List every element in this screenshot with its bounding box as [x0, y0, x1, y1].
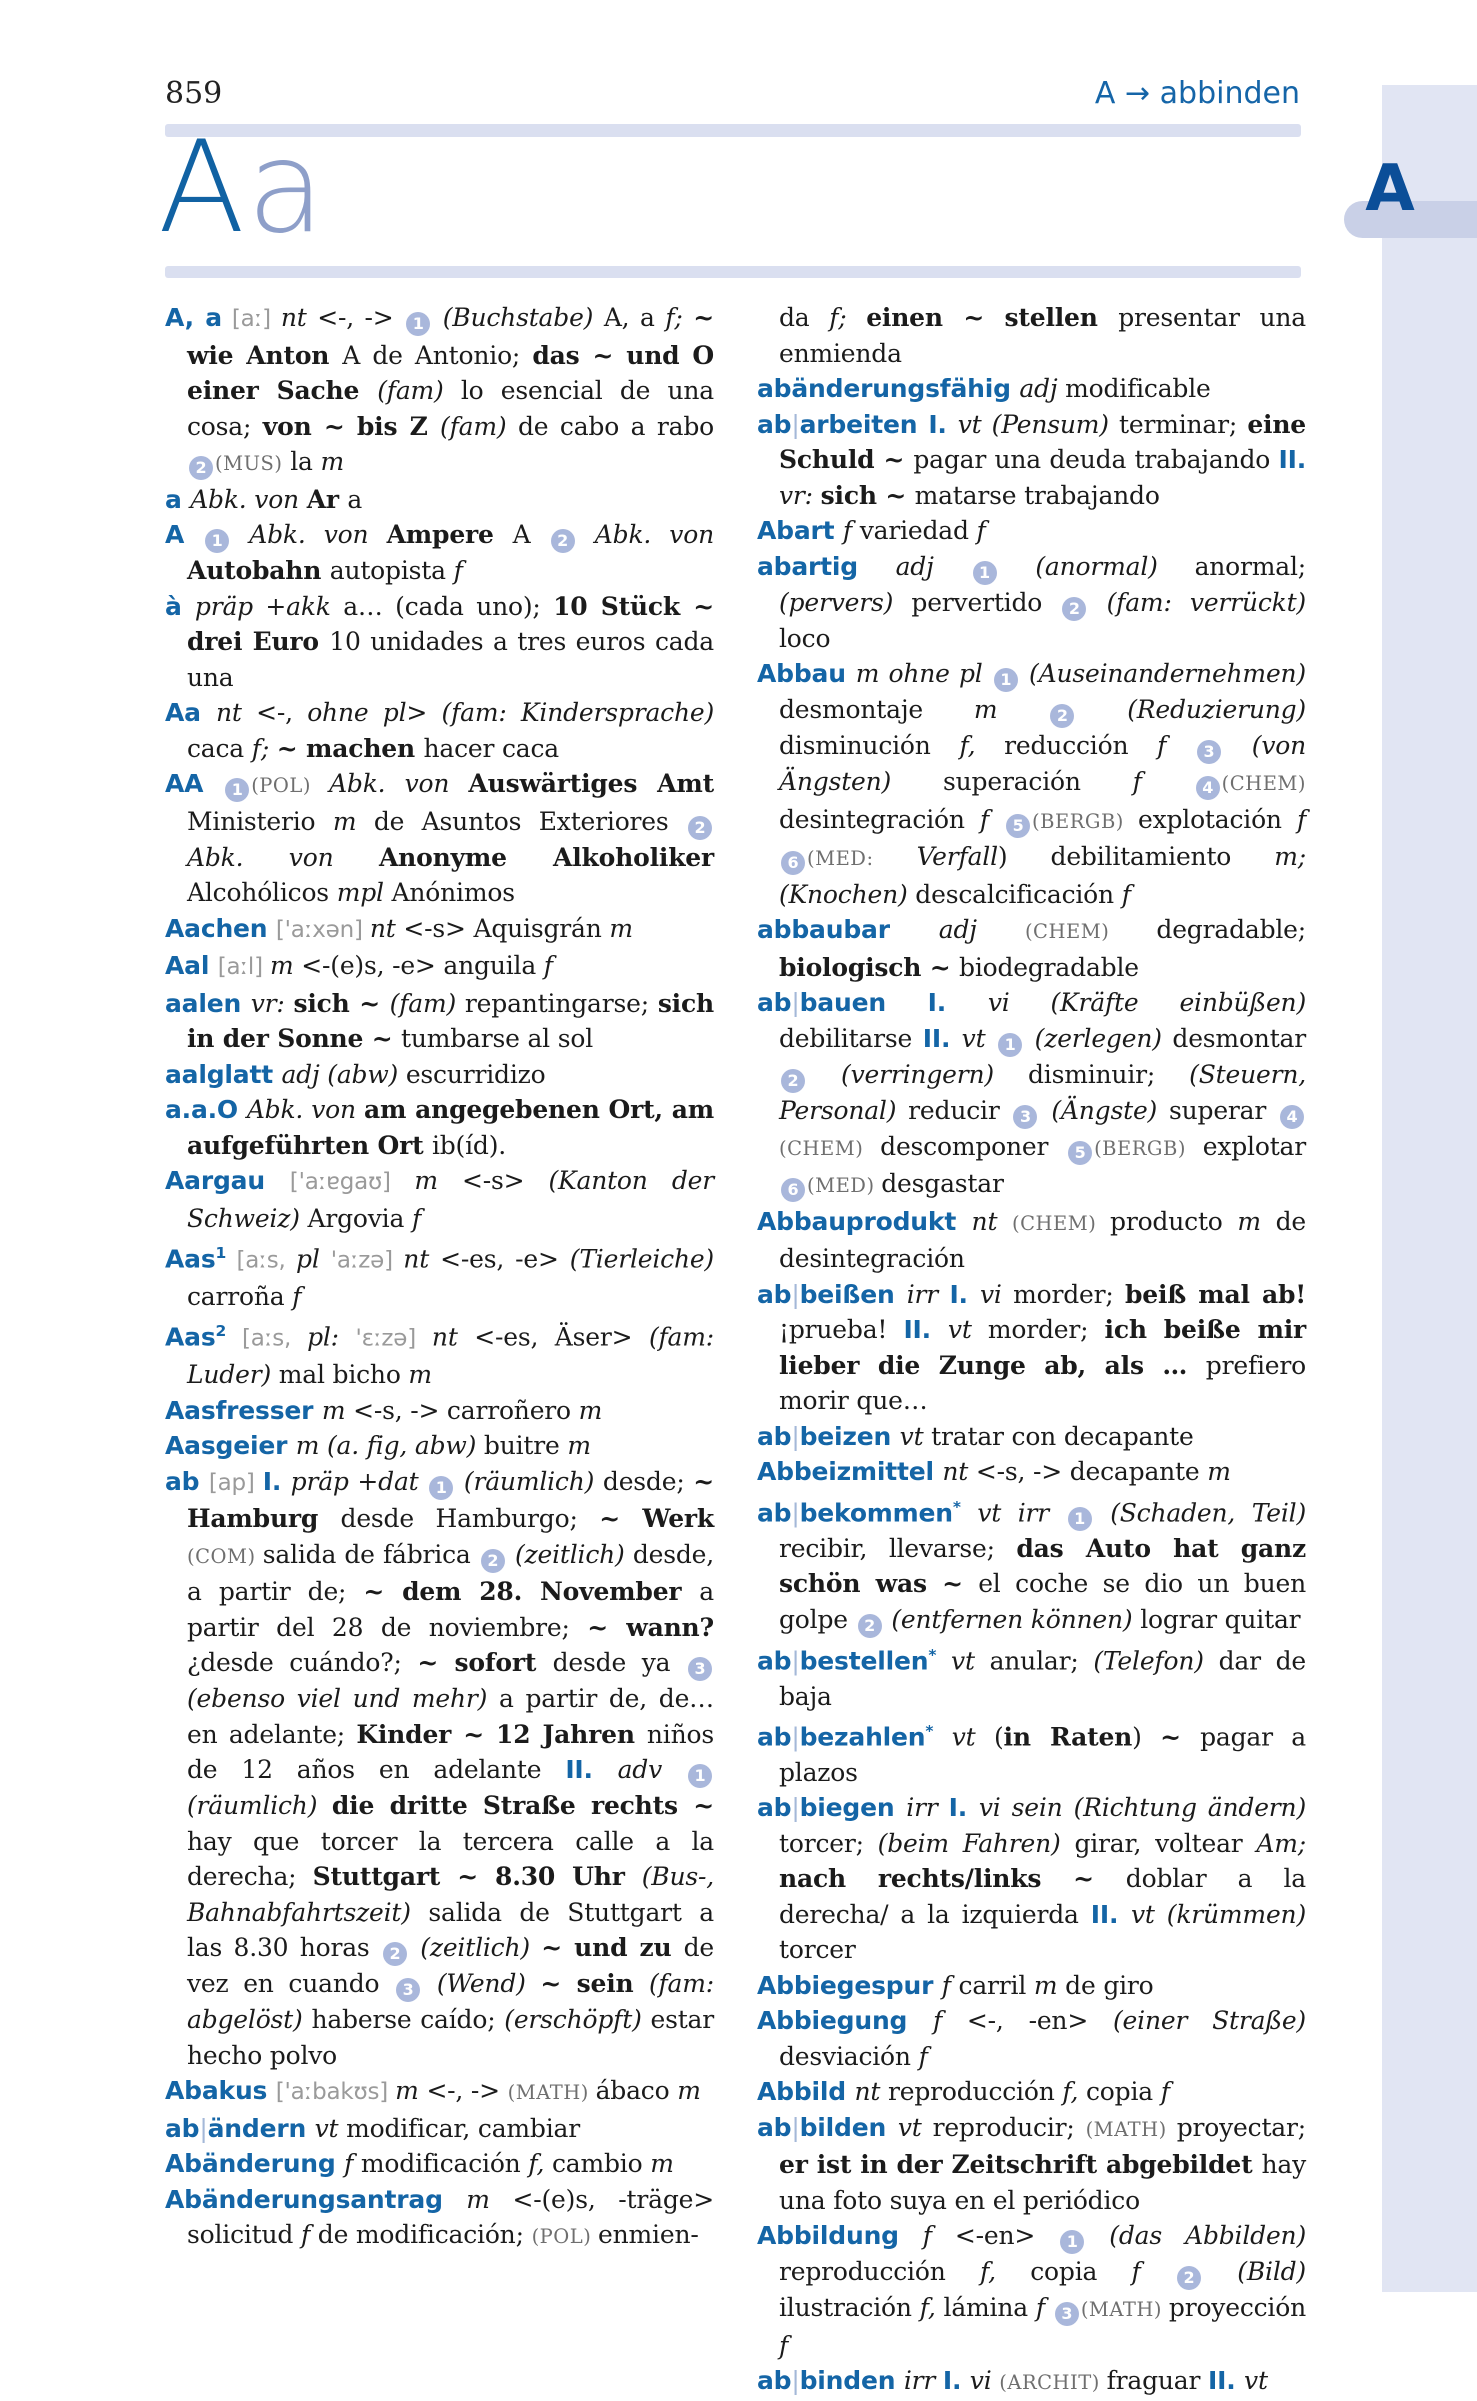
sense-number-badge: 3 — [1197, 740, 1221, 764]
sense-number-badge: 1 — [688, 1764, 712, 1788]
dictionary-entry: a.a.O Abk. von am angegebenen Ort, am aufgeführten Ort ib(íd). — [165, 1095, 714, 1160]
dictionary-entry: Aas$^2$ [aːs, pl: 'ɛːzə] nt <-es, Äser> (fam: Luder) mal bicho m — [165, 1322, 714, 1390]
sense-number-badge: 2 — [481, 1549, 505, 1573]
dictionary-entry: Abart f variedad f — [757, 516, 986, 545]
sense-number-badge: 2 — [1177, 2266, 1201, 2290]
sense-number-badge: 1 — [205, 529, 229, 553]
header-rule — [165, 124, 1301, 137]
letter-heading-lowercase: a — [246, 113, 327, 261]
guide-words: A → abbinden — [1094, 76, 1300, 111]
sense-number-badge: 2 — [1050, 704, 1074, 728]
thumb-index-letter: A — [1365, 152, 1415, 226]
sense-number-badge: 2 — [383, 1942, 407, 1966]
sense-number-badge: 1 — [998, 1033, 1022, 1057]
sense-number-badge: 1 — [994, 668, 1018, 692]
dictionary-entry: ab|bekommen* vt irr 1 (Schaden, Teil) recibir, llevarse; das Auto hat ganz schön was ~ el coche se dio un buen golpe 2 (entfernen können) lograr quitar — [757, 1490, 1306, 1638]
sense-number-badge: 2 — [189, 456, 213, 480]
sense-number-badge: 3 — [1013, 1105, 1037, 1129]
dictionary-entry: Abänderung f modificación f, cambio m — [165, 2149, 674, 2179]
dictionary-entry: Aasgeier m (a. fig, abw) buitre m — [165, 1431, 591, 1461]
dictionary-entry: ab|beißen irr I. vi morder; beiß mal ab! ¡prueba! II. vt morder; ich beiße mir lieber die Zunge ab, als … prefiero morir que… — [757, 1279, 1307, 1415]
dictionary-entry: Aa nt <-, ohne pl> (fam: Kindersprache) caca f; ~ machen hacer caca — [165, 698, 714, 763]
sense-number-badge: 2 — [551, 529, 575, 553]
sense-number-badge: 4 — [1280, 1105, 1304, 1129]
dictionary-entry: abänderungsfähig adj modificable — [757, 374, 1211, 403]
dictionary-entry: abbaubar adj (CHEM) degradable; biologisch ~ biodegradable — [757, 915, 1306, 982]
left-column — [165, 300, 714, 2292]
dictionary-entry: ab|bilden vt reproducir; (MATH) proyectar; er ist in der Zeitschrift abgebildet hay una foto suya en el periódico — [757, 2112, 1306, 2215]
dictionary-entry: Abakus ['aːbakʊs] m <-, -> (MATH) ábaco m — [165, 2076, 701, 2106]
dictionary-entry: ab|beizen vt tratar con decapante — [757, 1421, 1194, 1451]
dictionary-entry: Abbauprodukt nt (CHEM) producto m de desintegración — [757, 1206, 1306, 1273]
dictionary-entry: a Abk. von Ar a — [165, 484, 363, 514]
dictionary-entry: ab [ap] I. präp +dat 1 (räumlich) desde; ~ Hamburg desde Hamburgo; ~ Werk (COM) salida de fábrica 2 (zeitlich) desde, a partir de; ~ dem 28. November a partir del 28 de noviembre; ~ wann? ¿desde cuándo?; ~ sofort desde ya 3 (ebenso viel und mehr) a partir de, de… en adelante; Kinder ~ 12 Jahren niños de 12 años en adelante II. adv 1 (räumlich) die dritte Straße rechts ~ hay que torcer la tercera calle a la derecha; Stuttgart ~ 8.30 Uhr (Bus-, Bahnabfahrtszeit) salida de Stuttgart a las 8.30 horas 2 (zeitlich) ~ und zu de vez en cuando 3 (Wend) ~ sein (fam: abgelöst) haberse caído; (erschöpft) estar hecho polvo — [165, 1466, 715, 2070]
sense-number-badge: 2 — [781, 1069, 805, 1093]
thumb-index-strip — [1382, 85, 1477, 2292]
dictionary-entry: Aargau ['aːɐgaʊ] m <-s> (Kanton der Schweiz) Argovia f — [165, 1166, 714, 1233]
dictionary-entry: ab|bezahlen* vt (in Raten) ~ pagar a plazos — [757, 1722, 1306, 1787]
sense-number-badge: 3 — [1055, 2302, 1079, 2326]
dictionary-entry: Abbeizmittel nt <-s, -> decapante m — [757, 1457, 1231, 1486]
sense-number-badge: 5 — [1068, 1141, 1092, 1165]
sense-number-badge: 2 — [688, 816, 712, 840]
page-number: 859 — [165, 76, 223, 111]
dictionary-entry: ab|ändern vt modificar, cambiar — [165, 2113, 580, 2143]
sense-number-badge: 1 — [225, 778, 249, 802]
dictionary-entry: ab|arbeiten I. vt (Pensum) terminar; eine Schuld ~ pagar una deuda trabajando II. vr: sich ~ matarse trabajando — [757, 409, 1307, 510]
sense-number-badge: 1 — [1060, 2230, 1084, 2254]
sense-number-badge: 1 — [429, 1476, 453, 1500]
sense-number-badge: 3 — [688, 1657, 712, 1681]
dictionary-entry: Abbild nt reproducción f, copia f — [757, 2077, 1170, 2107]
dictionary-entry: Abbiegespur f carril m de giro — [757, 1970, 1154, 2000]
dictionary-entry: Aachen ['aːxən] nt <-s> Aquisgrán m — [165, 913, 633, 943]
sense-number-badge: 3 — [396, 1978, 420, 2002]
dictionary-entry: à präp +akk a… (cada uno); 10 Stück ~ drei Euro 10 unidades a tres euros cada una — [165, 591, 714, 692]
dictionary-entry: A 1 Abk. von Ampere A 2 Abk. von Autobahn autopista f — [165, 520, 714, 585]
sense-number-badge: 2 — [858, 1614, 882, 1638]
dictionary-entry: Abbau m ohne pl 1 (Auseinandernehmen) desmontaje m 2 (Reduzierung) disminución f, reducción f 3 (von Ängsten) superación f 4 (CHEM) desintegración f 5 (BERGB) explotación f 6 (MED: Verfall) debilitamiento m; (Knochen) descalcificación f — [757, 659, 1306, 909]
letter-heading-capital: A — [158, 113, 247, 261]
letter-section-heading — [158, 113, 327, 261]
dictionary-entry: A, a [aː] nt <-, -> 1 (Buchstabe) A, a f; ~ wie Anton A de Antonio; das ~ und O einer Sache (fam) lo esencial de una cosa; von ~ bis Z (fam) de cabo a rabo 2 (MUS) la m — [165, 300, 714, 482]
sense-number-badge: 1 — [406, 312, 430, 336]
dictionary-entry: aalen vr: sich ~ (fam) repantingarse; sich in der Sonne ~ tumbarse al sol — [165, 988, 714, 1053]
dictionary-entry: Aas$^1$ [aːs, pl 'aːzə] nt <-es, -e> (Tierleiche) carroña f — [165, 1244, 714, 1311]
dictionary-entry: ab|bestellen* vt anular; (Telefon) dar de baja — [757, 1645, 1306, 1711]
dictionary-entry: abartig adj 1 (anormal) anormal; (pervers) pervertido 2 (fam: verrückt) loco — [757, 551, 1306, 653]
dictionary-entry: AA 1 (POL) Abk. von Auswärtiges Amt Ministerio m de Asuntos Exteriores 2 Abk. von Anonyme Alkoholiker Alcohólicos mpl Anónimos — [165, 769, 714, 907]
dictionary-entry: ab|bauen I. vi (Kräfte einbüßen) debilitarse II. vt 1 (zerlegen) desmontar 2 (verringern) disminuir; (Steuern, Personal) reducir 3 (Ängste) superar 4(CHEM) descomponer 5 (BERGB) explotar 6 (MED) desgastar — [757, 985, 1306, 1204]
dictionary-entry: ab|binden irr I. vi (ARCHIT) fraguar II. vt — [757, 2366, 1268, 2396]
sense-number-badge: 5 — [1006, 814, 1030, 838]
dictionary-entry: Aal [aːl] m <-(e)s, -e> anguila f — [165, 951, 553, 980]
dictionary-entry: ab|biegen irr I. vi sein (Richtung ändern) torcer; (beim Fahren) girar, voltear Am; nach rechts/links ~ doblar a la derecha/ a la izquierda II. vt (krümmen) torcer — [757, 1793, 1307, 1965]
entry-continuation: da f; einen ~ stellen presentar una enmienda — [779, 303, 1306, 368]
sense-number-badge: 4 — [1196, 776, 1220, 800]
sense-number-badge: 6 — [781, 1178, 805, 1202]
right-column — [757, 300, 1307, 2396]
heading-rule — [165, 266, 1301, 278]
sense-number-badge: 2 — [1062, 597, 1086, 621]
sense-number-badge: 1 — [1068, 1507, 1092, 1531]
dictionary-entry: Aasfresser m <-s, -> carroñero m — [165, 1395, 603, 1425]
dictionary-entry: Abbildung f <-en> 1 (das Abbilden) reproducción f, copia f 2 (Bild) ilustración f, lámina f 3 (MATH) proyección f — [757, 2221, 1306, 2360]
dictionary-entry: Abänderungsantrag m <-(e)s, -träge> solicitud f de modificación; (POL) enmien- — [165, 2184, 714, 2250]
sense-number-badge: 1 — [973, 561, 997, 585]
dictionary-entry: Abbiegung f <-, -en> (einer Straße) desviación f — [757, 2006, 1306, 2071]
dictionary-entry: aalglatt adj (abw) escurridizo — [165, 1059, 546, 1089]
sense-number-badge: 6 — [781, 851, 805, 875]
